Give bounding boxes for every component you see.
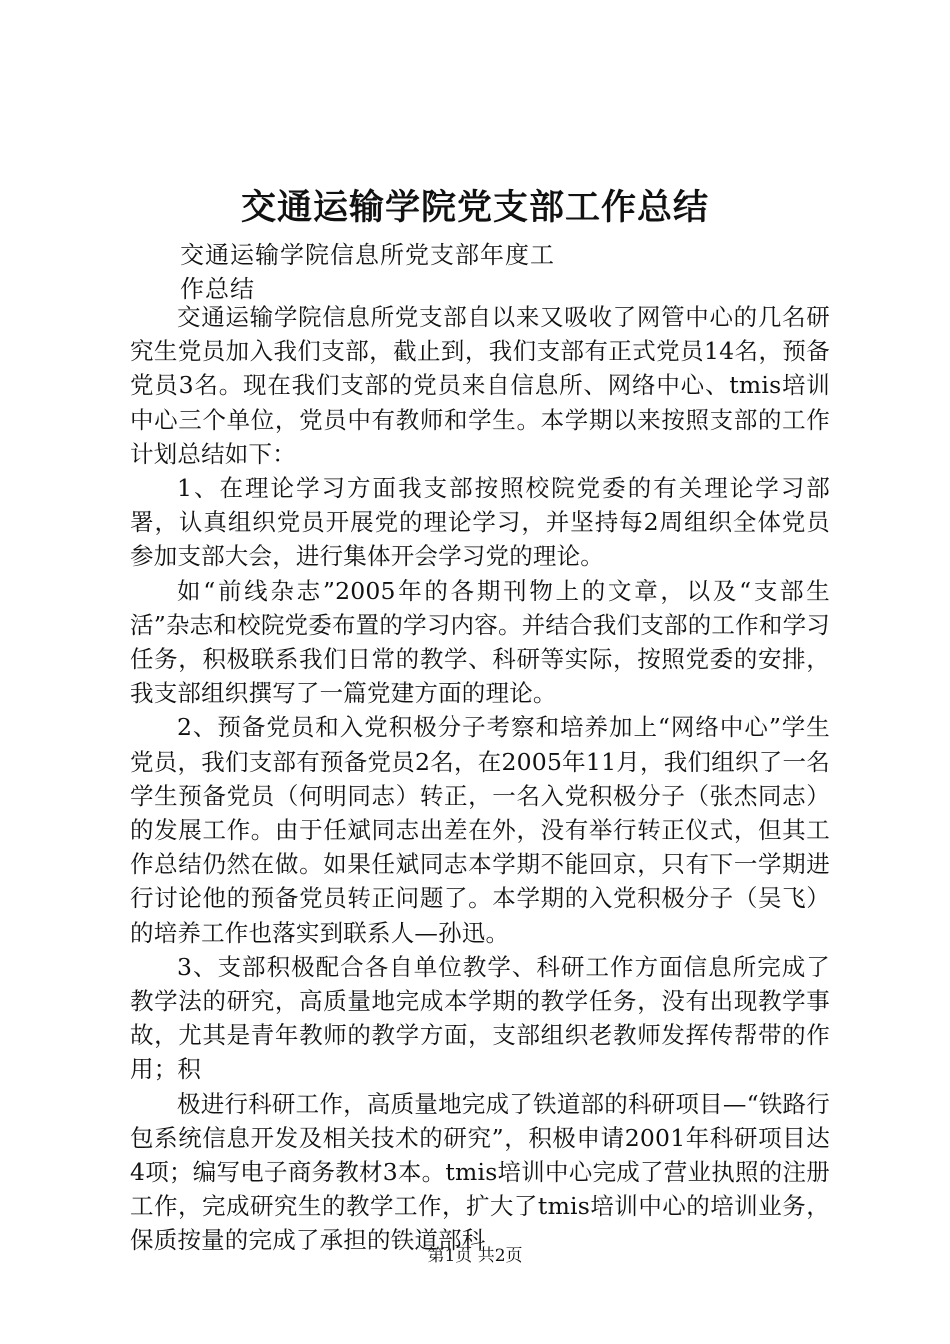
paragraph-research-work: 极进行科研工作，高质量地完成了铁道部的科研项目—“铁路行包系统信息开发及相关技术的研究”，积极申请2001年科研项目达4项；编写电子商务教材3本。tmis培训中心完成了营业执照的注册工作，完成研究生的教学工作，扩大了tmis培训中心的培训业务，保质按量的完成了承担的铁道部科 [130,1089,830,1255]
paragraph-theory-study: 1、在理论学习方面我支部按照校院党委的有关理论学习部署，认真组织党员开展党的理论学习，并坚持每2周组织全体党员参加支部大会，进行集体开会学习党的理论。 [130,474,830,571]
subtitle-line-2: 作总结 [180,275,255,303]
paragraph-member-training: 2、预备党员和入党积极分子考察和培养加上“网络中心”学生党员，我们支部有预备党员2名，在2005年11月，我们组织了一名学生预备党员（何明同志）转正，一名入党积极分子（张杰同志）的发展工作。由于任斌同志出差在外，没有举行转正仪式，但其工作总结仍然在做。如果任斌同志本学期不能回京，只有下一学期进行讨论他的预备党员转正问题了。本学期的入党积极分子（吴飞）的培养工作也落实到联系人—孙迅。 [130,713,830,947]
paragraph-intro: 交通运输学院信息所党支部自以来又吸收了网管中心的几名研究生党员加入我们支部，截止到，我们支部有正式党员14名，预备党员3名。现在我们支部的党员来自信息所、网络中心、tmis培训中心三个单位，党员中有教师和学生。本学期以来按照支部的工作计划总结如下： [130,303,830,468]
subtitle-line-1: 交通运输学院信息所党支部年度工 [180,241,555,269]
paragraph-study-content: 如“前线杂志”2005年的各期刊物上的文章，以及“支部生活”杂志和校院党委布置的学习内容。并结合我们支部的工作和学习任务，积极联系我们日常的教学、科研等实际，按照党委的安排，我支部组织撰写了一篇党建方面的理论。 [130,576,830,708]
paragraph-teaching-research: 3、支部积极配合各自单位教学、科研工作方面信息所完成了教学法的研究，高质量地完成本学期的教学任务，没有出现教学事故，尤其是青年教师的教学方面，支部组织老教师发挥传帮带的作用；积 [130,952,830,1084]
page-title: 交通运输学院党支部工作总结 [240,187,709,228]
document-body [130,300,830,1258]
page-footer: 第1页 共2页 [427,1246,523,1266]
